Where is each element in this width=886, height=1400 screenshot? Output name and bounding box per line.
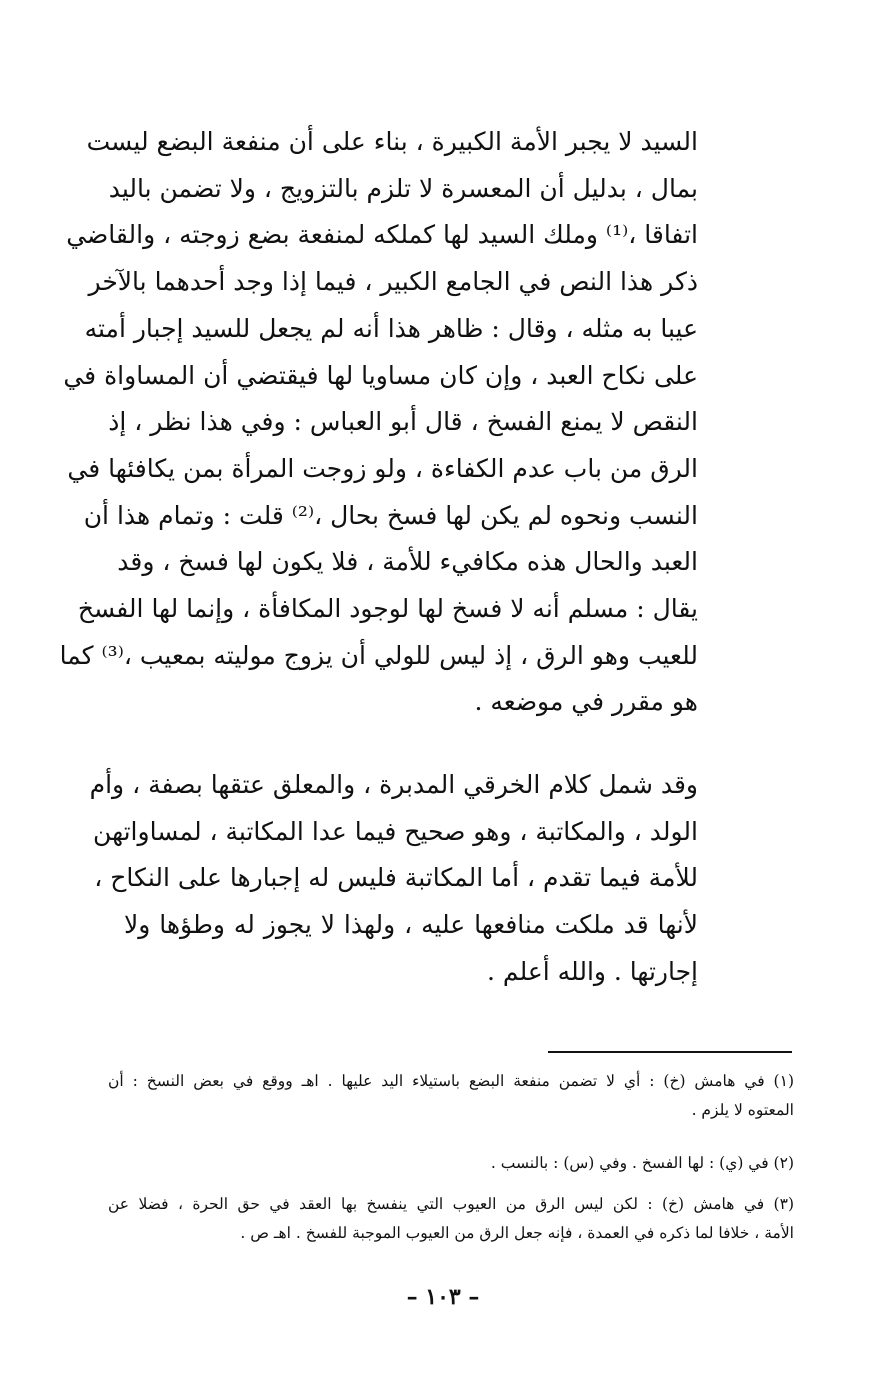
text-line: النسب ونحوه لم يكن لها فسخ بحال ،⁽²⁾ قلت : وتمام هذا أن — [83, 500, 698, 530]
text-line: عيبا به مثله ، وقال : ظاهر هذا أنه لم يجعل للسيد إجبار أمته — [84, 313, 698, 343]
footnote-1 — [108, 1067, 794, 1125]
text-line: بمال ، بدليل أن المعسرة لا تلزم بالتزويج ، ولا تضمن باليد — [108, 173, 698, 203]
text-line: للعيب وهو الرق ، إذ ليس للولي أن يزوج موليته بمعيب ،⁽³⁾ كما — [59, 640, 698, 670]
footnote-2 — [108, 1149, 794, 1178]
page-number: – ١٠٣ – — [406, 1284, 480, 1310]
text-line: ذكر هذا النص في الجامع الكبير ، فيما إذا وجد أحدهما بالآخر — [88, 267, 698, 297]
main-paragraph-2 — [89, 762, 698, 996]
footnote-line: الأمة ، خلافا لما ذكره في العمدة ، فإنه جعل الرق من العيوب الموجبة للفسخ . اهـ ص . — [240, 1224, 794, 1242]
footnote-line: (٢) في (ي) : لها الفسخ . وفي (س) : بالنسب . — [490, 1154, 794, 1172]
text-line: للأمة فيما تقدم ، أما المكاتبة فليس له إجبارها على النكاح ، — [94, 863, 698, 893]
text-line: العبد والحال هذه مكافيء للأمة ، فلا يكون لها فسخ ، وقد — [117, 547, 698, 577]
text-line: اتفاقا ،⁽¹⁾ وملك السيد لها كملكه لمنفعة بضع زوجته ، والقاضي — [66, 220, 698, 250]
text-line: يقال : مسلم أنه لا فسخ لها لوجود المكافأة ، وإنما لها الفسخ — [77, 594, 698, 624]
footnote-separator — [548, 1051, 792, 1053]
text-line: على نكاح العبد ، وإن كان مساويا لها فيقتضي أن المساواة في — [63, 360, 698, 390]
text-line: الولد ، والمكاتبة ، وهو صحيح فيما عدا المكاتبة ، لمساواتهن — [93, 816, 698, 846]
footnote-line: المعتوه لا يلزم . — [691, 1101, 794, 1119]
main-paragraph-1 — [59, 119, 698, 726]
text-line: وقد شمل كلام الخرقي المدبرة ، والمعلق عتقها بصفة ، وأم — [89, 770, 698, 799]
text-line: النقص لا يمنع الفسخ ، قال أبو العباس : وفي هذا نظر ، إذ — [108, 407, 698, 437]
footnote-3 — [108, 1190, 794, 1248]
text-line: الرق من باب عدم الكفاءة ، ولو زوجت المرأة بمن يكافئها في — [67, 453, 698, 483]
text-line: هو مقرر في موضعه . — [474, 687, 698, 717]
text-line: لأنها قد ملكت منافعها عليه ، ولهذا لا يجوز له وطؤها ولا — [124, 910, 698, 940]
text-line: السيد لا يجبر الأمة الكبيرة ، بناء على أن منفعة البضع ليست — [86, 127, 698, 156]
footnote-line: (٣) في هامش (خ) : لكن ليس الرق من العيوب التي ينفسخ بها العقد في حق الحرة ، فضلا عن — [108, 1195, 794, 1213]
footnote-line: (١) في هامش (خ) : أي لا تضمن منفعة البضع باستيلاء اليد عليها . اهـ ووقع في بعض النسخ : أن — [108, 1072, 794, 1090]
text-line: إجارتها . والله أعلم . — [487, 956, 698, 986]
